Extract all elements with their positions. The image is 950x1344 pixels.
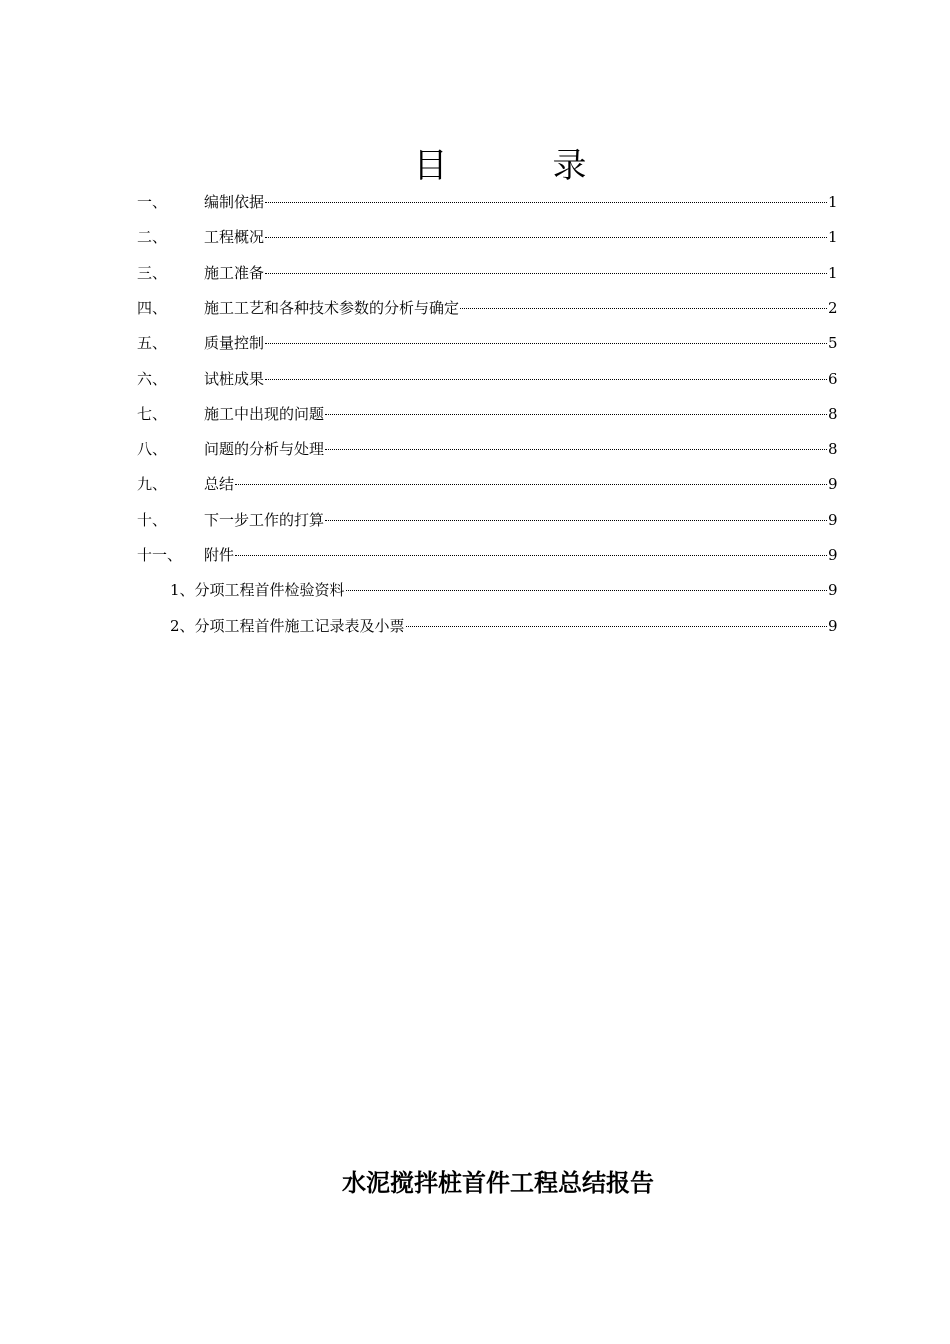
toc-dot-leader bbox=[325, 414, 827, 415]
toc-dot-leader bbox=[265, 237, 827, 238]
toc-entry-line bbox=[204, 508, 837, 532]
toc-entry[interactable] bbox=[0, 190, 950, 214]
toc-entry-line bbox=[204, 225, 837, 249]
toc-entry-number: 五、 bbox=[137, 334, 168, 353]
toc-entry-line bbox=[170, 578, 837, 602]
toc-entry-page-number: 9 bbox=[828, 475, 838, 494]
toc-entry[interactable] bbox=[0, 543, 950, 567]
toc-dot-leader bbox=[265, 202, 827, 203]
toc-entry-line bbox=[204, 543, 837, 567]
toc-entry-number: 十一、 bbox=[137, 546, 183, 564]
toc-dot-leader bbox=[325, 520, 827, 521]
toc-entry-number: 九、 bbox=[137, 475, 168, 494]
toc-dot-leader bbox=[346, 590, 827, 591]
toc-entry-label: 质量控制 bbox=[204, 334, 265, 353]
toc-entry-number: 二、 bbox=[137, 228, 168, 247]
toc-entry-line bbox=[170, 614, 837, 638]
toc-entry-line bbox=[204, 296, 837, 320]
toc-entry-page-number: 9 bbox=[828, 546, 838, 564]
toc-dot-leader bbox=[265, 379, 827, 380]
toc-entry[interactable] bbox=[0, 331, 950, 355]
toc-entry-label: 总结 bbox=[204, 475, 235, 494]
toc-entry-label: 1、分项工程首件检验资料 bbox=[170, 581, 345, 600]
toc-entry-line bbox=[204, 472, 837, 496]
toc-entry-line bbox=[204, 261, 837, 285]
toc-entry-label: 施工准备 bbox=[204, 263, 265, 282]
toc-entry-line bbox=[204, 190, 837, 214]
toc-entry[interactable] bbox=[0, 402, 950, 426]
toc-dot-leader bbox=[265, 273, 827, 274]
toc-entry[interactable] bbox=[0, 367, 950, 391]
document-title: 水泥搅拌桩首件工程总结报告 bbox=[342, 1168, 654, 1197]
toc-entry[interactable] bbox=[0, 437, 950, 461]
toc-entry-number: 六、 bbox=[137, 369, 168, 388]
toc-entry-number: 三、 bbox=[137, 263, 168, 282]
toc-entry[interactable] bbox=[0, 472, 950, 496]
toc-dot-leader bbox=[325, 449, 827, 450]
toc-entry[interactable] bbox=[0, 508, 950, 532]
toc-entry-number: 八、 bbox=[137, 440, 168, 459]
toc-entry-page-number: 9 bbox=[828, 581, 838, 600]
toc-entry-label: 下一步工作的打算 bbox=[204, 510, 325, 529]
toc-entry-page-number: 9 bbox=[828, 616, 838, 635]
toc-entry-number: 一、 bbox=[137, 193, 168, 211]
toc-dot-leader bbox=[235, 555, 827, 556]
toc-entry-label: 问题的分析与处理 bbox=[204, 440, 325, 459]
toc-entry-line bbox=[204, 437, 837, 461]
toc-dot-leader bbox=[265, 343, 827, 344]
toc-entry-line bbox=[204, 331, 837, 355]
toc-entry-page-number: 9 bbox=[828, 510, 838, 529]
toc-dot-leader bbox=[460, 308, 827, 309]
toc-dot-leader bbox=[406, 626, 827, 627]
toc-entry-page-number: 8 bbox=[828, 404, 838, 423]
toc-heading-char-1: 目 bbox=[413, 146, 448, 186]
toc-entry-page-number: 1 bbox=[828, 228, 838, 247]
toc-entry-label: 附件 bbox=[204, 546, 235, 564]
toc-entry-page-number: 2 bbox=[828, 298, 838, 317]
toc-entry-page-number: 5 bbox=[828, 334, 838, 353]
toc-entry[interactable] bbox=[0, 614, 950, 638]
toc-dot-leader bbox=[235, 484, 827, 485]
toc-entry-page-number: 1 bbox=[828, 263, 838, 282]
toc-entry-label: 2、分项工程首件施工记录表及小票 bbox=[170, 616, 405, 635]
toc-entry-label: 试桩成果 bbox=[204, 369, 265, 388]
toc-entry-label: 施工中出现的问题 bbox=[204, 404, 325, 423]
toc-entry-label: 工程概况 bbox=[204, 228, 265, 247]
toc-entry[interactable] bbox=[0, 225, 950, 249]
toc-entry-label: 施工工艺和各种技术参数的分析与确定 bbox=[204, 298, 460, 317]
toc-entry-page-number: 6 bbox=[828, 369, 838, 388]
toc-entry-page-number: 8 bbox=[828, 440, 838, 459]
toc-entry[interactable] bbox=[0, 578, 950, 602]
toc-entry-number: 十、 bbox=[137, 510, 168, 529]
toc-entry-line bbox=[204, 402, 837, 426]
toc-entry[interactable] bbox=[0, 261, 950, 285]
toc-entry[interactable] bbox=[0, 296, 950, 320]
toc-heading-char-2: 录 bbox=[552, 146, 587, 186]
toc-entry-number: 四、 bbox=[137, 298, 168, 317]
toc-entry-label: 编制依据 bbox=[204, 193, 265, 211]
toc-entry-line bbox=[204, 367, 837, 391]
toc-heading bbox=[0, 143, 950, 189]
toc-entry-page-number: 1 bbox=[828, 193, 838, 211]
toc-entry-number: 七、 bbox=[137, 404, 168, 423]
